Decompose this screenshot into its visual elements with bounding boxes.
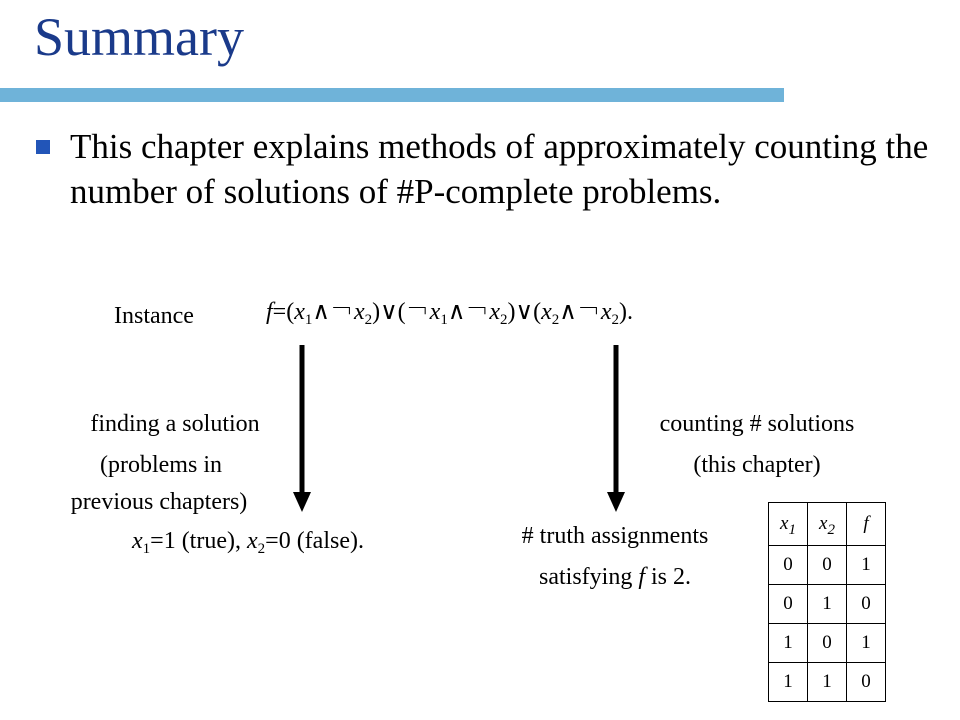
table-cell: 1: [808, 663, 847, 702]
formula-var: x: [541, 299, 552, 325]
table-cell: 0: [808, 624, 847, 663]
solution-value: =1 (true),: [150, 528, 247, 554]
header-cell: [769, 503, 808, 546]
table-cell: 1: [769, 624, 808, 663]
formula-var: x: [489, 299, 501, 325]
formula-sub: 1: [304, 312, 313, 328]
solution-var: x: [132, 528, 143, 554]
previous-chapters-label: previous chapters): [70, 489, 248, 515]
table-cell: 0: [847, 585, 886, 624]
solution-sub: 2: [257, 541, 266, 557]
instance-label: Instance: [114, 303, 194, 329]
formula-sub: 2: [500, 312, 508, 328]
truth-assignments-label: # truth assignments: [521, 523, 709, 549]
page-title: Summary: [34, 7, 244, 67]
satisfying-f: f: [638, 564, 645, 590]
this-chapter-label: (this chapter): [693, 452, 821, 478]
table-cell: 1: [847, 624, 886, 663]
formula-op: ∧￢: [559, 299, 601, 325]
header-sub: 2: [827, 522, 835, 538]
solution-sub: 1: [142, 541, 151, 557]
formula-sub: 2: [611, 312, 619, 328]
table-cell: 0: [769, 585, 808, 624]
finding-solution-label: finding a solution: [90, 411, 260, 437]
header-var: f: [863, 513, 869, 534]
header-cell: [847, 503, 886, 546]
table-row: [769, 663, 886, 702]
header-var: x: [819, 513, 828, 534]
table-row: [769, 585, 886, 624]
truth-table: [768, 502, 886, 702]
table-cell: 0: [808, 546, 847, 585]
table-cell: 0: [847, 663, 886, 702]
truth-table-header: [769, 503, 886, 546]
solution-var: x: [247, 528, 258, 554]
satisfying-label: [470, 563, 760, 591]
problems-in-label: (problems in: [100, 452, 222, 478]
formula-f: f: [266, 299, 273, 325]
bullet-text: This chapter explains methods of approximately counting the number of solutions of #P-complete problems.: [70, 127, 929, 211]
counting-solutions-label: counting # solutions: [659, 411, 855, 437]
table-cell: 1: [808, 585, 847, 624]
formula-part: ).: [619, 299, 633, 325]
formula-sub: 2: [551, 312, 560, 328]
satisfying-pre: satisfying: [538, 564, 639, 590]
formula-part: )∨(￢: [372, 299, 430, 325]
header-sub: 1: [788, 522, 796, 538]
solution-value: =0 (false).: [265, 528, 364, 554]
table-row: [769, 546, 886, 585]
formula-var: x: [429, 299, 441, 325]
formula-part: )∨(: [507, 299, 542, 325]
formula-part: =(: [272, 299, 295, 325]
table-cell: 0: [769, 546, 808, 585]
solution-text: [132, 527, 364, 555]
table-cell: 1: [847, 546, 886, 585]
formula-sub: 1: [440, 312, 448, 328]
formula-sub: 2: [364, 312, 373, 328]
formula-op: ∧￢: [312, 299, 354, 325]
formula-var: x: [353, 299, 365, 325]
formula-var: x: [294, 299, 305, 325]
formula-var: x: [600, 299, 612, 325]
formula-op: ∧￢: [447, 299, 490, 325]
header-var: x: [780, 513, 789, 534]
table-row: [769, 624, 886, 663]
satisfying-post: is 2.: [644, 564, 691, 590]
table-cell: 1: [769, 663, 808, 702]
header-cell: [808, 503, 847, 546]
